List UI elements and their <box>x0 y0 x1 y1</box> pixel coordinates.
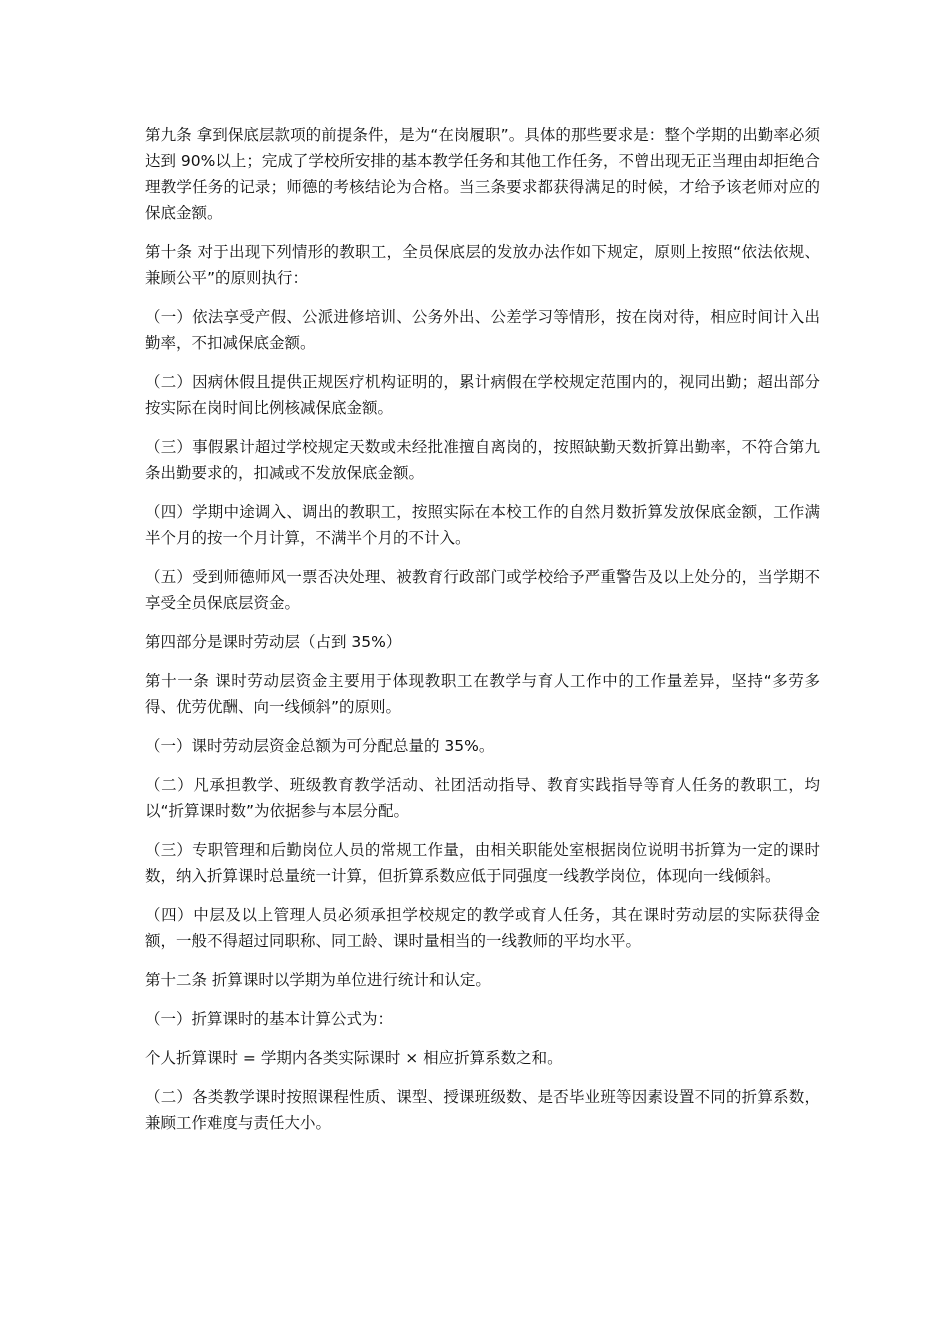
article-12-paragraph: 第十二条 折算课时以学期为单位进行统计和认定。 <box>145 971 491 989</box>
article-9-paragraph: 第九条 拿到保底层款项的前提条件，是为“在岗履职”。具体的那些要求是：整个学期的出勤率必须达到 90%以上；完成了学校所安排的基本教学任务和其他工作任务，不曾出现无正当理由却拒绝合理教学任务的记录；师德的考核结论为合格。当三条要求都获得满足的时候，才给予该老师对应的保底金额。 <box>145 126 820 222</box>
article-11-item-3: （三）专职管理和后勤岗位人员的常规工作量，由相关职能处室根据岗位说明书折算为一定的课时数，纳入折算课时总量统一计算，但折算系数应低于同强度一线教学岗位，体现向一线倾斜。 <box>145 841 820 885</box>
article-12-item-2: （二）各类教学课时按照课程性质、课型、授课班级数、是否毕业班等因素设置不同的折算系数，兼顾工作难度与责任大小。 <box>145 1088 820 1132</box>
article-11-item-4: （四）中层及以上管理人员必须承担学校规定的教学或育人任务，其在课时劳动层的实际获得金额，一般不得超过同职称、同工龄、课时量相当的一线教师的平均水平。 <box>145 906 820 950</box>
article-10-item-1: （一）依法享受产假、公派进修培训、公务外出、公差学习等情形，按在岗对待，相应时间计入出勤率，不扣减保底金额。 <box>145 308 820 352</box>
part-4-heading: 第四部分是课时劳动层（占到 35%） <box>145 633 402 651</box>
article-10-item-3: （三）事假累计超过学校规定天数或未经批准擅自离岗的，按照缺勤天数折算出勤率，不符合第九条出勤要求的，扣减或不发放保底金额。 <box>145 438 820 482</box>
article-10-item-4: （四）学期中途调入、调出的教职工，按照实际在本校工作的自然月数折算发放保底金额，工作满半个月的按一个月计算，不满半个月的不计入。 <box>145 503 820 547</box>
article-10-item-2: （二）因病休假且提供正规医疗机构证明的，累计病假在学校规定范围内的，视同出勤；超出部分按实际在岗时间比例核减保底金额。 <box>145 373 820 417</box>
article-11-paragraph: 第十一条 课时劳动层资金主要用于体现教职工在教学与育人工作中的工作量差异，坚持“多劳多得、优劳优酬、向一线倾斜”的原则。 <box>145 672 820 716</box>
article-12-item-1: （一）折算课时的基本计算公式为： <box>145 1010 394 1028</box>
article-11-item-1: （一）课时劳动层资金总额为可分配总量的 35%。 <box>145 737 495 755</box>
document-body <box>145 122 820 1149</box>
article-11-item-2: （二）凡承担教学、班级教育教学活动、社团活动指导、教育实践指导等育人任务的教职工，均以“折算课时数”为依据参与本层分配。 <box>145 776 820 820</box>
article-10-item-5: （五）受到师德师风一票否决处理、被教育行政部门或学校给予严重警告及以上处分的，当学期不享受全员保底层资金。 <box>145 568 820 612</box>
article-10-paragraph: 第十条 对于出现下列情形的教职工，全员保底层的发放办法作如下规定，原则上按照“依法依规、兼顾公平”的原则执行： <box>145 243 820 287</box>
formula-line: 个人折算课时 = 学期内各类实际课时 × 相应折算系数之和。 <box>145 1049 563 1067</box>
